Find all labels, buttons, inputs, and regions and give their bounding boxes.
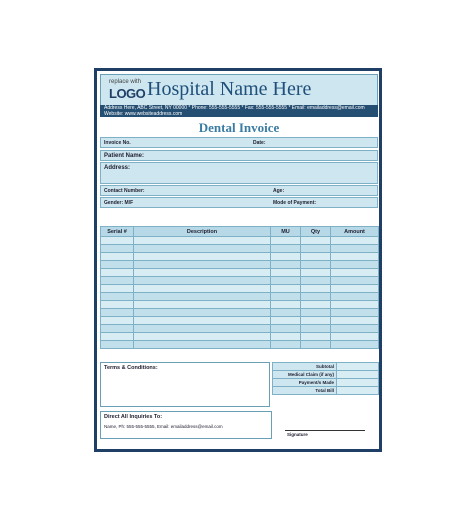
table-cell[interactable] [271, 261, 301, 269]
table-cell[interactable] [134, 293, 271, 301]
table-cell[interactable] [134, 309, 271, 317]
table-row [101, 285, 379, 293]
table-row [101, 277, 379, 285]
table-cell[interactable] [331, 293, 379, 301]
table-cell[interactable] [301, 277, 331, 285]
table-cell[interactable] [134, 245, 271, 253]
table-row [101, 261, 379, 269]
table-cell[interactable] [271, 277, 301, 285]
items-body [101, 237, 379, 349]
table-cell[interactable] [101, 277, 134, 285]
totals-table [272, 362, 379, 395]
table-cell[interactable] [331, 301, 379, 309]
inquiries-label: Direct All Inquiries To: [104, 414, 163, 420]
subtotal-value[interactable] [337, 363, 379, 371]
table-cell[interactable] [271, 341, 301, 349]
table-cell[interactable] [134, 317, 271, 325]
table-cell[interactable] [301, 309, 331, 317]
address-row[interactable] [100, 162, 378, 184]
table-cell[interactable] [271, 293, 301, 301]
totals-row [273, 387, 379, 395]
col-mu: MU [271, 227, 301, 237]
table-cell[interactable] [101, 341, 134, 349]
table-cell[interactable] [301, 293, 331, 301]
table-cell[interactable] [101, 269, 134, 277]
table-cell[interactable] [331, 285, 379, 293]
gender-label: Gender: M/F [104, 200, 134, 206]
table-cell[interactable] [301, 317, 331, 325]
table-cell[interactable] [101, 253, 134, 261]
table-row [101, 253, 379, 261]
table-row [101, 293, 379, 301]
table-cell[interactable] [271, 301, 301, 309]
totals-row [273, 379, 379, 387]
table-cell[interactable] [331, 325, 379, 333]
invoice-page [94, 68, 382, 452]
col-amount: Amount [331, 227, 379, 237]
table-cell[interactable] [271, 269, 301, 277]
table-cell[interactable] [301, 261, 331, 269]
signature-line[interactable] [285, 430, 365, 431]
items-table [100, 226, 379, 349]
total-bill-value[interactable] [337, 387, 379, 395]
col-serial: Serial # [101, 227, 134, 237]
table-cell[interactable] [134, 341, 271, 349]
table-row [101, 309, 379, 317]
logo-caption: replace with [109, 79, 142, 85]
table-cell[interactable] [271, 333, 301, 341]
table-cell[interactable] [301, 245, 331, 253]
gender-row[interactable] [100, 197, 378, 208]
inquiries-contact: Name, Ph: 555-555-5555, Email: emailaddress@email.com [104, 424, 223, 429]
contact-row[interactable] [100, 185, 378, 196]
table-row [101, 301, 379, 309]
table-cell[interactable] [134, 237, 271, 245]
invoice-title: Dental Invoice [198, 120, 280, 135]
table-row [101, 269, 379, 277]
table-cell[interactable] [101, 301, 134, 309]
contact-number-label: Contact Number: [104, 188, 145, 194]
totals-row [273, 371, 379, 379]
terms-label: Terms & Conditions: [104, 365, 158, 371]
table-cell[interactable] [101, 237, 134, 245]
address-label: Address: [104, 165, 131, 171]
invoice-header [100, 74, 378, 107]
table-cell[interactable] [134, 269, 271, 277]
table-cell[interactable] [301, 325, 331, 333]
inquiries-box [100, 411, 272, 439]
table-cell[interactable] [271, 285, 301, 293]
mode-of-payment-label: Mode of Payment: [273, 200, 317, 206]
patient-fields [100, 137, 378, 209]
table-cell[interactable] [101, 293, 134, 301]
table-cell[interactable] [301, 333, 331, 341]
terms-box[interactable] [100, 362, 270, 407]
table-cell[interactable] [301, 341, 331, 349]
table-cell[interactable] [331, 317, 379, 325]
table-cell[interactable] [101, 285, 134, 293]
table-cell[interactable] [331, 309, 379, 317]
payments-made-value[interactable] [337, 379, 379, 387]
table-row [101, 237, 379, 245]
website-line: Website: www.websiteaddress.com [104, 111, 183, 117]
table-cell[interactable] [101, 333, 134, 341]
age-label: Age: [273, 188, 285, 194]
address-bar [100, 105, 378, 117]
table-cell[interactable] [134, 253, 271, 261]
table-cell[interactable] [271, 237, 301, 245]
table-row [101, 245, 379, 253]
table-cell[interactable] [134, 325, 271, 333]
subtotal-label: Subtotal [273, 363, 337, 371]
invoice-no-label: Invoice No. [104, 140, 131, 146]
items-header-row [101, 227, 379, 237]
table-cell[interactable] [134, 277, 271, 285]
table-cell[interactable] [101, 309, 134, 317]
table-cell[interactable] [331, 277, 379, 285]
invoice-no-row[interactable] [100, 137, 378, 148]
table-cell[interactable] [331, 245, 379, 253]
table-cell[interactable] [134, 261, 271, 269]
table-cell[interactable] [271, 245, 301, 253]
table-cell[interactable] [301, 269, 331, 277]
table-cell[interactable] [301, 253, 331, 261]
table-cell[interactable] [331, 333, 379, 341]
table-cell[interactable] [301, 237, 331, 245]
address-line: Address Here, ABC Street, NY 00000 * Phone: 555-555-5555 * Fax: 555-555-5555 * Email: emailaddress@email.com [104, 105, 365, 111]
col-qty: Qty [301, 227, 331, 237]
table-row [101, 341, 379, 349]
medical-claim-value[interactable] [337, 371, 379, 379]
table-cell[interactable] [301, 285, 331, 293]
table-cell[interactable] [331, 269, 379, 277]
medical-claim-label: Medical Claim (if any) [273, 371, 337, 379]
table-cell[interactable] [331, 261, 379, 269]
table-cell[interactable] [134, 301, 271, 309]
table-cell[interactable] [101, 325, 134, 333]
patient-name-row[interactable] [100, 150, 378, 161]
table-cell[interactable] [101, 261, 134, 269]
table-row [101, 317, 379, 325]
date-label: Date: [253, 140, 266, 146]
hospital-name: Hospital Name Here [147, 78, 312, 100]
patient-name-label: Patient Name: [104, 153, 145, 159]
table-cell[interactable] [101, 245, 134, 253]
table-row [101, 325, 379, 333]
table-cell[interactable] [271, 309, 301, 317]
table-cell[interactable] [301, 301, 331, 309]
payments-made-label: Payment/s Made [273, 379, 337, 387]
total-bill-label: Total Bill [273, 387, 337, 395]
col-description: Description [134, 227, 271, 237]
table-cell[interactable] [271, 317, 301, 325]
table-cell[interactable] [134, 285, 271, 293]
table-cell[interactable] [331, 253, 379, 261]
logo-placeholder: LOGO [109, 86, 146, 101]
table-cell[interactable] [331, 237, 379, 245]
table-cell[interactable] [331, 341, 379, 349]
table-cell[interactable] [271, 325, 301, 333]
table-row [101, 333, 379, 341]
table-cell[interactable] [271, 253, 301, 261]
table-cell[interactable] [101, 317, 134, 325]
totals-row [273, 363, 379, 371]
table-cell[interactable] [134, 333, 271, 341]
signature-label: Signature [287, 432, 308, 437]
